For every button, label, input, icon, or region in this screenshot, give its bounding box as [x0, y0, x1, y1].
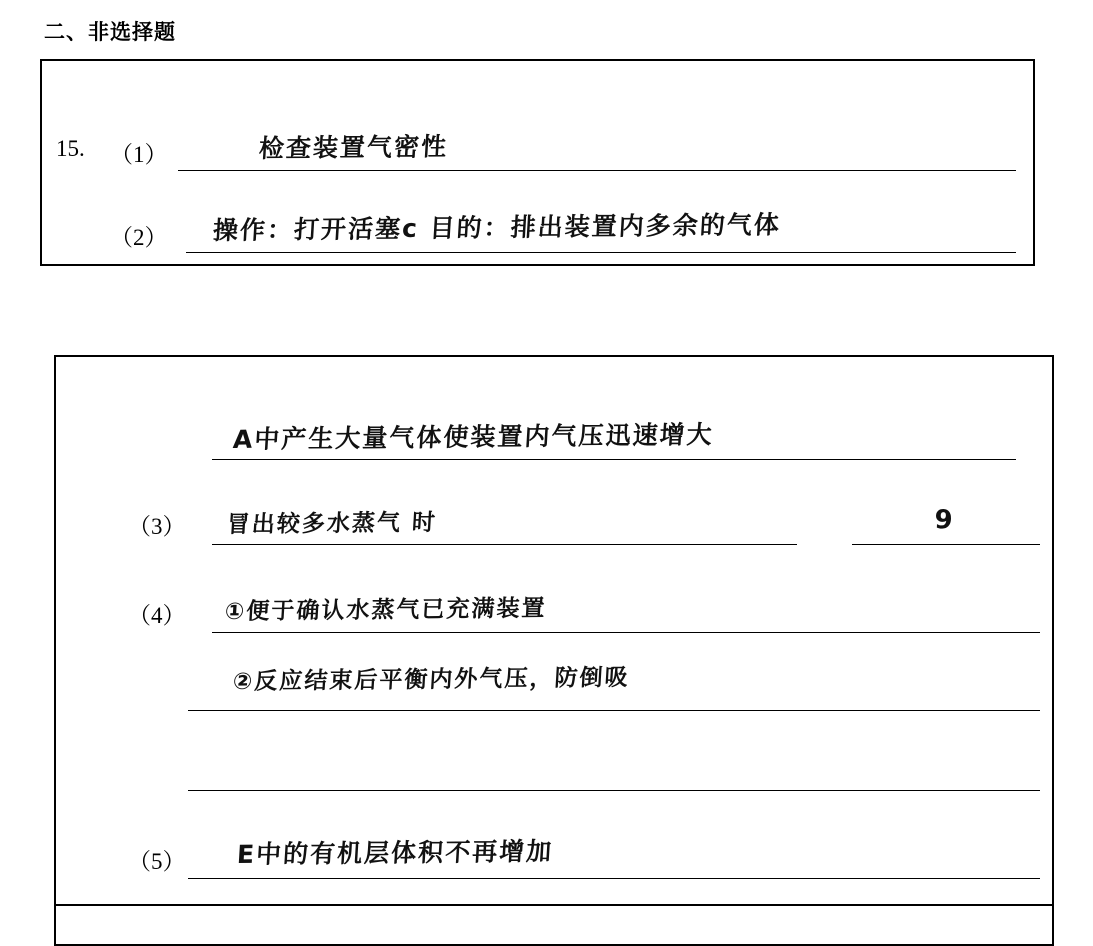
handwritten-answer-1: 检查装置气密性: [258, 132, 449, 164]
handwritten-answer-3: A中产生大量气体使装置内气压迅速增大: [232, 419, 715, 455]
answer-rule-1: [178, 170, 1016, 171]
box-bottom-foot-rule: [56, 904, 1052, 906]
answer-rule-6: [188, 710, 1040, 711]
answer-rule-3: [212, 459, 1016, 460]
handwritten-answer-5: ①便于确认水蒸气已充满装置: [224, 595, 548, 626]
answer-rule-7: [188, 790, 1040, 791]
score-rule-3: [852, 544, 1040, 545]
handwritten-answer-2: 操作：打开活塞c 目的：排出装置内多余的气体: [212, 210, 782, 246]
score-mark-3: 9: [934, 505, 954, 536]
subquestion-label-3: （3）: [128, 514, 186, 539]
handwritten-answer-7: E中的有机层体积不再增加: [236, 836, 555, 870]
section-heading: 二、非选择题: [44, 21, 176, 44]
question-number-15: 15.: [56, 136, 85, 161]
answer-rule-5: [212, 632, 1040, 633]
answer-rule-2: [186, 252, 1016, 253]
subquestion-label-4: （4）: [128, 603, 186, 628]
subquestion-label-5: （5）: [128, 849, 186, 874]
subquestion-label-1: （1）: [110, 142, 168, 167]
answer-rule-4: [212, 544, 797, 545]
answer-rule-8: [188, 878, 1040, 879]
handwritten-answer-4: 冒出较多水蒸气 时: [226, 509, 438, 539]
subquestion-label-2: （2）: [110, 225, 168, 250]
handwritten-answer-6: ②反应结束后平衡内外气压，防倒吸: [232, 664, 631, 696]
